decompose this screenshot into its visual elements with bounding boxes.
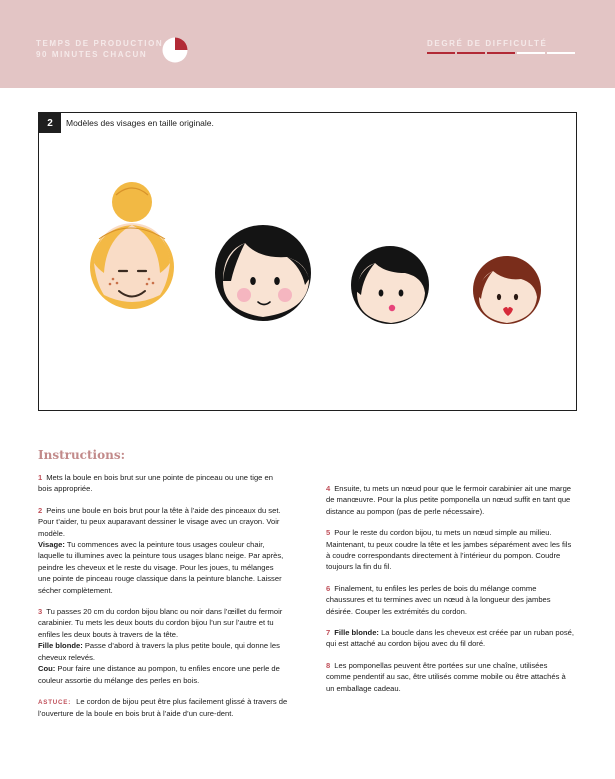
step-7 [326, 627, 574, 650]
clock-icon [162, 37, 188, 63]
faces-illustration [39, 113, 576, 410]
step-number: 1 [38, 473, 43, 482]
difficulty-segment [547, 52, 575, 54]
difficulty-segment [457, 52, 485, 54]
clock-fraction-wedge [175, 38, 188, 51]
step-text: Les pomponellas peuvent être portées sur une chaîne, utilisées comme pendentif au sac, être utilisés comme mobile ou être attachés à un emballage cadeau. [326, 660, 566, 693]
sub-label: Cou: [38, 664, 56, 674]
step-number: 5 [326, 528, 331, 538]
tip-text: Le cordon de bijou peut être plus facilement glissé à travers de l’ouverture de la boule en bois brut à l’aide d’un cure-dent. [38, 696, 288, 719]
production-time-value: 90 MINUTES CHACUN [36, 50, 148, 59]
instructions-right-column [326, 483, 574, 704]
difficulty-segment [487, 52, 515, 54]
step-text: Tu passes 20 cm du cordon bijou blanc ou noir dans l’œillet du fermoir carabinier. Tu mets les deux bouts du cordon bijou l’un sur l’autre et tu enfiles les deux bouts à travers de la tête. [38, 607, 283, 639]
face-blonde-girl [90, 182, 174, 309]
step-text: Mets la boule en bois brut sur une pointe de pinceau ou une tige en bois appropriée. [38, 473, 273, 494]
sub-text: Pour faire une distance au pompon, tu enfiles encore une perle de couleur assortie du mélange des perles en bois. [38, 664, 280, 685]
step-2 [38, 505, 288, 596]
step-text: Peins une boule en bois brut pour la tête à l’aide des pinceaux du set. Pour t’aider, tu peux auparavant dessiner le visage avec un crayon. Voir modèle. [38, 505, 281, 538]
difficulty-label: DEGRÉ DE DIFFICULTÉ [427, 39, 548, 48]
step-number: 8 [326, 660, 331, 670]
step-text: Ensuite, tu mets un nœud pour que le fermoir carabinier ait une marge de manœuvre. Pour la plus petite pomponella un nœud suffit en tant que distance au pompon (pas de perle nécessaire). [326, 484, 572, 516]
sub-text: Tu commences avec la peinture tous usages couleur chair, laquelle tu illumines avec la peinture tous usages blanc neige. Par après, peindre les cheveux et le reste du visage. Pour les joues, tu mélanges une pointe de pinceau rouge classique dans la peinture blanche. Laisser sécher complètement. [38, 540, 284, 595]
figure-caption: Modèles des visages en taille originale. [66, 118, 214, 128]
step-text: Pour le reste du cordon bijou, tu mets un nœud simple au milieu. Maintenant, tu peux coudre la tête et les jambes séparément avec les fils à coudre correspondants directement à l’intérieur du pompon. Coudre toujours la fin du fil. [326, 528, 572, 572]
step-1 [38, 472, 288, 495]
sub-label: Fille blonde: [38, 641, 83, 651]
step-text: La boucle dans les cheveux est créée par un ruban posé, qui est attaché au cordon bijou avec du fil doré. [326, 628, 574, 649]
step-3 [38, 606, 288, 686]
face-dark-hair-medium [351, 246, 429, 324]
step-5 [326, 527, 574, 573]
tip [38, 696, 288, 720]
sub-label: Visage: [38, 540, 65, 550]
step-number: 4 [326, 484, 331, 493]
figure-number: 2 [39, 113, 61, 133]
step-number: 3 [38, 607, 43, 617]
step-number: 2 [38, 505, 43, 515]
sub-text: Passe d’abord à travers la plus petite boule, qui donne les cheveux relevés. [38, 641, 280, 662]
sub-label: Fille blonde: [334, 628, 379, 638]
difficulty-segment [427, 52, 455, 54]
tip-label: ASTUCE: [38, 698, 72, 706]
face-dark-hair-large [215, 225, 311, 321]
step-8 [326, 660, 574, 694]
face-models-figure [38, 112, 577, 411]
face-auburn-hair-small [473, 256, 541, 324]
production-time-label: TEMPS DE PRODUCTION [36, 39, 164, 48]
difficulty-segment [517, 52, 545, 54]
step-4 [326, 483, 574, 517]
difficulty-meter [427, 52, 575, 54]
step-6 [326, 583, 574, 617]
header-band [0, 0, 615, 88]
step-number: 6 [326, 583, 331, 593]
instructions-heading: Instructions: [38, 448, 126, 462]
step-number: 7 [326, 628, 331, 638]
step-text: Finalement, tu enfiles les perles de bois du mélange comme chaussures et tu termines avec un nœud à la longueur des jambes désirée. Couper les extrémités du cordon. [326, 583, 551, 616]
instructions-left-column [38, 472, 288, 730]
